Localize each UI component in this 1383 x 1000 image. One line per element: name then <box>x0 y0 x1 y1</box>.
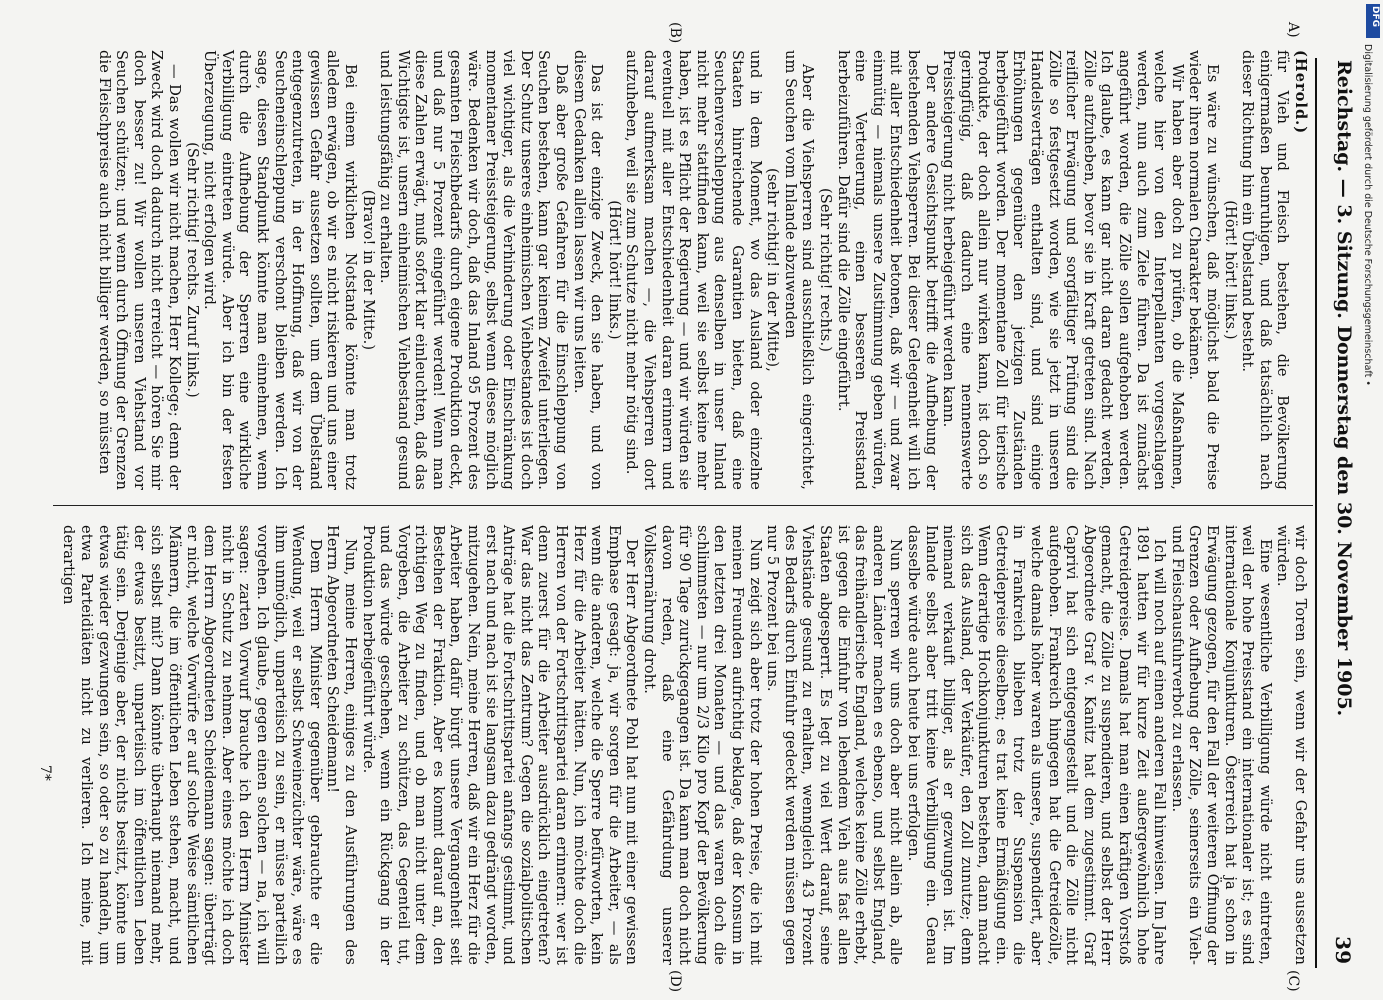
paragraph: Nun sperren wir uns doch aber nicht allein ab, alle anderen Länder machen es ebenso, und selbst England, das freihändlerische England, welches keine Zölle erhebt, ist gegen die Einfuhr von lebendem Vieh aus fast allen Staaten abgesperrt. Es legt zu viel Wert darauf, seine Viehstände gesund zu erhalten, wenngleich 43 Prozent des Bedarfs durch Einfuhr gedeckt werden müssen gegen nur 5 Prozent bei uns. <box>764 525 905 965</box>
paragraph: Das ist der einzige Zweck, den sie haben, und von diesem Gedanken allein lassen wir uns leiten. <box>570 50 606 490</box>
page-number: 39 <box>1331 936 1355 964</box>
paragraph: Daß aber große Gefahren für die Einschleppung von Seuchen bestehen, kann gar keinem Zweifel unterliegen. Der Schutz unseres einheimischen Viehbestandes ist doch viel wichtiger, als die Verhinderung oder Einschränkung momentaner Preissteigerung, selbst wenn dieses möglich wäre. Bedenken wir doch, daß das Inland 95 Prozent des gesamten Fleischbedarfs durch eigene Produktion deckt, und daß nur 5 Prozent eingeführt werden! Wenn man diese Zahlen erwägt, muß sofort klar einleuchten, daß das Wichtigste ist, unsern einheimischen Viehbestand gesund und leistungsfähig zu erhalten. <box>377 50 571 490</box>
dfg-logo: DFG <box>1366 4 1380 38</box>
speaker-name: (Herold.) <box>1292 50 1309 135</box>
paragraph: für Vieh und Fleisch bestehen, die Bevölkerung einigermaßen beunruhigen, und daß tatsächlich nach dieser Richtung hin ein Übelstand besteht. <box>1239 50 1292 490</box>
margin-marker-b: (B) <box>667 22 683 44</box>
paragraph: Nun zeigt sich aber trotz der hohen Preise, die ich mit meinen Freunden aufrichtig beklage, daß der Konsum in den letzten drei Monaten — und das waren doch die schlimmsten — nur um 2/3 Kilo pro Kopf der Bevölkerung für 90 Tage zurückgegangen ist. Da kann man doch nicht davon reden, daß eine Gefährdung unserer Volksernährung droht. <box>641 525 764 965</box>
paragraph: Nun, meine Herren, einiges zu den Ausführungen des Herrn Abgeordneten Scheidemann! <box>324 525 359 965</box>
signature-mark: 7* <box>37 765 53 781</box>
paragraph: Ich will noch auf einen anderen Fall hinweisen. Im Jahre 1891 hatten wir für kurze Zeit außergewöhnlich hohe Getreidepreise. Damals hat man einen kräftigen Vorstoß gemacht, die Zölle zu suspendieren, und selbst der Herr Abgeordnete Graf v. Kanitz hat dem zugestimmt. Graf Caprivi hat sich entgegengestellt und die Zölle nicht aufgehoben. Frankreich hingegen hat die Getreidezölle, welche damals höher waren als unsere, suspendiert, aber in Frankreich blieben trotz der Suspension die Getreidepreise dieselben; es trat keine Ermäßigung ein. Wenn derartige Hochkonjunkturen bestehen, dann macht sich das Ausland, der Verkäufer, den Zoll zunutze; denn niemand verkauft billiger, als er gezwungen ist. Im Inlande selbst aber tritt keine Verbilligung ein. Genau dasselbe würde auch heute bei uns erfolgen. <box>904 525 1169 965</box>
digitization-note: Digitalisierung gefördert durch die Deutsche Forschungsgemeinschaft • <box>1362 44 1373 386</box>
paragraph: — Das wollen wir nicht machen, Herr Kollege; denn der Zweck wird doch dadurch nicht erreicht — hören Sie mir doch besser zu! Wir wollen unseren Viehstand vor Seuchen schützen; und wenn durch Öffnung der Grenzen die Fleischpreise auch nicht billiger werden, so müssten <box>95 50 183 490</box>
interjection: (sehr richtig! in der Mitte), <box>764 168 782 372</box>
margin-marker-c: (C) <box>1285 970 1301 992</box>
page-header <box>1319 30 1359 970</box>
paragraph: Wir haben aber doch zu prüfen, ob die Maßnahmen, welche hier von den Interpellanten vorgeschlagen werden, nun auch zum Ziele führen. Da ist zunächst angeführt worden, die Zölle sollen aufgehoben werden. Ich glaube, es kann gar nicht daran gedacht werden, Zölle aufzuheben, bevor sie in Kraft getreten sind. Nach reiflicher Erwägung und sorgfältiger Prüfung sind die Zölle so festgesetzt worden, wie sie jetzt in unseren Handelsverträgen enthalten sind, und sind einige Erhöhungen gegenüber den jetzigen Zuständen herbeigeführt worden. Der momentane Zoll für tierische Produkte, der doch allein nur wirken kann, ist doch so geringfügig, daß dadurch eine nennenswerte Preissteigerung nicht herbeigeführt werden kann. <box>940 50 1186 490</box>
header-rule <box>1315 58 1317 968</box>
interjection: (Sehr richtig! rechts.) <box>816 187 834 353</box>
left-column <box>95 50 1309 490</box>
paragraph: Der Herr Abgeordnete Pohl hat nun mit einer gewissen Emphase gesagt: ja, wir sorgen für die Arbeiter, — als wenn die anderen, welche die Sperre befürworten, kein Herz für die Arbeiter hätten. Nun, ich möchte doch die Herren von der Fortschrittspartei daran erinnern: wer ist denn zuerst für die Arbeiter ausdrücklich eingetreten? War das nicht das Zentrum? Gegen die sozialpolitischen Anträge hat die Fortschrittspartei anfangs gestimmt, und erst nach und nach ist sie langsam dazu gedrängt worden, mitzugehen. Nein, meine Herren, daß wir ein Herz für die Arbeiter haben, dafür bürgt unsere Vergangenheit seit Bestehen der Fraktion. Aber es kommt darauf an, den richtigen Weg zu finden, und ob man nicht unter dem Vorgeben, die Arbeiter zu schützen, das Gegenteil tut, und das würde geschehen, wenn ein Rückgang in der Produktion herbeigeführt würde. <box>359 525 641 965</box>
paragraph: Aber die Viehsperren sind ausschließlich eingerichtet, um Seuchen vom Inlande abzuwenden <box>781 50 817 490</box>
interjection: (Hört! hört! links.) <box>1221 200 1239 340</box>
paragraph: und in dem Moment, wo das Ausland oder einzelne Staaten hinreichende Garantien bieten, daß eine Seuchenverschleppung aus denselben in unser Inland nicht mehr stattfinden kann, weil sie selbst keine mehr haben, ist es Pflicht der Regierung — und wir würden sie eventuell mit aller Entschiedenheit daran erinnern und darauf aufmerksam machen —, die Viehsperren dort aufzuheben, weil sie zum Schutze nicht mehr nötig sind. <box>623 50 764 490</box>
running-head: Reichstag. — 3. Sitzung. Donnerstag den 30. November 1905. <box>1333 60 1355 717</box>
right-column <box>60 525 1309 965</box>
interjection: (Bravo! in der Mitte.) <box>359 189 377 351</box>
interjection: (Sehr richtig! rechts. Zuruf links.) <box>183 142 201 398</box>
paragraph: Eine wesentliche Verbilligung würde nicht eintreten, weil der hohe Preisstand ein internationaler ist; es sind internationale Konjunkturen. Österreich hat ja schon in Erwägung gezogen, für den Fall der weiteren Öffnung der Grenzen oder Aufhebung der Zölle, seinerseits ein Vieh- und Fleischausfuhrverbot zu erlassen. <box>1168 525 1274 965</box>
column-divider <box>53 505 1313 506</box>
paragraph: Der andere Gesichtspunkt betrifft die Aufhebung der bestehenden Viehsperren. Bei dieser Gelegenheit will ich mit aller Entschiedenheit betonen, daß wir — und zwar einmütig — niemals unsere Zustimmung geben würden, eine Verteuerung, einen besseren Preisstand herbeizuführen. Dafür sind die Zölle eingeführt. <box>834 50 940 490</box>
margin-marker-a: A) <box>1285 22 1301 38</box>
paragraph: Es wäre zu wünschen, daß möglichst bald die Preise wieder ihren normalen Charakter bekämen. <box>1186 50 1222 490</box>
interjection: (Hört! hört! links.) <box>605 200 623 340</box>
paragraph: wir doch Toren sein, wenn wir der Gefahr uns aussetzen würden. <box>1274 525 1309 965</box>
paragraph: Dem Herrn Minister gegenüber gebrauchte er die Wendung, weil er selbst Schweinezüchter wäre, wäre es ihm unmöglich, unparteiisch zu sein, er müsse parteilich vorgehen. Ich glaube, gegen einen solchen — na, ich will sagen: zarten Vorwurf brauche ich den Herrn Minister nicht in Schutz zu nehmen. Aber eines möchte ich doch dem Herrn Abgeordneten Scheidemann sagen: überträgt er nicht, welche Vorwürfe er auf solche Weise sämtlichen Männern, die im öffentlichen Leben stehen, macht, und sich selbst mit? Dann könnte überhaupt niemand mehr, der etwas besitzt, unparteiisch im öffentlichen Leben tätig sein. Derjenige aber, der nichts besitzt, könnte um etwas wieder gezwungen sein, so oder so zu handeln, um etwa Parteidiäten nicht zu verlieren. Ich meine, mit derartigen <box>60 525 324 965</box>
margin-marker-d: (D) <box>667 970 683 993</box>
paragraph: Bei einem wirklichen Notstande könnte man trotz alledem erwägen, ob wir es nicht riskieren und uns einer gewissen Gefahr aussetzen sollten, um dem Übelstand entgegenzutreten, in der Hoffnung, daß wir von der Seucheneinschleppung verschont bleiben werden. Ich sage, diesen Standpunkt könnte man einnehmen, wenn durch die Aufhebung der Sperren eine wirkliche Verbilligung eintreten würde. Aber ich bin der festen Überzeugung, nicht erfolgen wird. <box>201 50 359 490</box>
